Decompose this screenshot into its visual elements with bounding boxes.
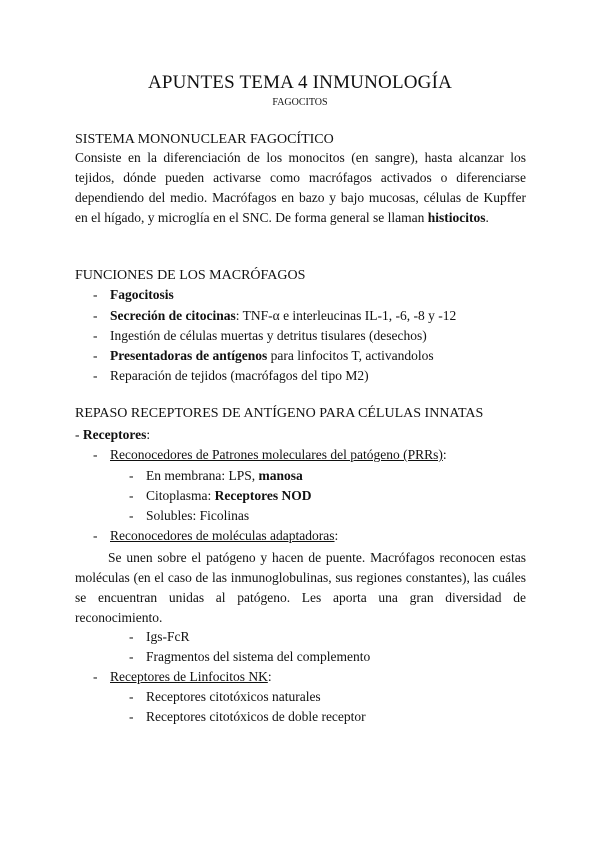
list-item-text: : TNF-α e interleucinas IL-1, -6, -8 y -12 — [235, 308, 457, 323]
bullet-dash: - — [93, 348, 98, 363]
bullet-dash: - — [129, 508, 134, 523]
bullet-dash: - — [129, 649, 134, 664]
list-item-text: para linfocitos T, activandolos — [267, 348, 434, 363]
bullet-dash: - — [93, 669, 98, 684]
list-item: Receptores citotóxicos naturales — [146, 689, 321, 704]
list-item-text: Reparación de tejidos (macrófagos del tipo M2) — [110, 368, 369, 383]
adapt-label: Reconocedores de moléculas adaptadoras — [110, 528, 335, 543]
list-item — [110, 368, 369, 384]
adapt-end: : — [334, 528, 339, 543]
nk-end: : — [267, 669, 272, 684]
list-item-bold: manosa — [258, 468, 303, 483]
page-title: APUNTES TEMA 4 INMUNOLOGÍA — [147, 72, 453, 93]
bullet-dash: - — [93, 368, 98, 383]
list-item-bold: Fagocitosis — [110, 287, 174, 302]
receptores-end: : — [146, 427, 151, 442]
prr-end: : — [442, 447, 447, 462]
bullet-dash: - — [129, 709, 134, 724]
paragraph-adaptadoras: Se unen sobre el patógeno y hacen de puente. Macrófagos reconocen estas moléculas (en el caso de las inmunoglobulinas, sus regiones constantes), las cuáles se encuentran unidas al patógeno. Les aporta una gran diversidad de reconocimiento. — [75, 550, 526, 625]
section-heading-repaso: REPASO RECEPTORES DE ANTÍGENO PARA CÉLULAS INNATAS — [75, 406, 484, 421]
list-item-bold: Receptores NOD — [214, 488, 312, 503]
adapt-heading — [110, 528, 338, 544]
bullet-dash: - — [93, 328, 98, 343]
paragraph-end: . — [485, 210, 489, 225]
bullet-dash: - — [93, 447, 98, 462]
list-item — [110, 328, 427, 344]
nk-heading — [110, 669, 272, 685]
bullet-dash: - — [129, 629, 134, 644]
list-item-bold: Secreción de citocinas — [110, 308, 236, 323]
bullet-dash: - — [129, 468, 134, 483]
bullet-dash: - — [93, 287, 98, 302]
paragraph-text: Consiste en la diferenciación de los monocitos (en sangre), hasta alcanzar los tejidos, dónde pueden activarse como macrófagos activados o diferenciarse dependiendo del medio. Macrófagos en bazo y bajo mucosas, células de Kupffer en el hígado, y microglía en el SNC. De forma general se llaman — [75, 150, 526, 225]
page-subtitle: FAGOCITOS — [272, 97, 328, 108]
bullet-dash: - — [129, 488, 134, 503]
bullet-dash: - — [93, 528, 98, 543]
section-heading-funciones: FUNCIONES DE LOS MACRÓFAGOS — [75, 268, 306, 283]
list-item: Receptores citotóxicos de doble receptor — [146, 709, 366, 724]
list-item — [110, 287, 174, 303]
list-item: Igs-FcR — [146, 629, 190, 644]
list-item — [110, 348, 434, 364]
section-heading-mononuclear: SISTEMA MONONUCLEAR FAGOCÍTICO — [75, 132, 334, 147]
prr-label: Reconocedores de Patrones moleculares del patógeno (PRRs) — [110, 447, 443, 462]
list-item-text: En membrana: LPS, — [146, 468, 259, 483]
list-item-bold: Presentadoras de antígenos — [110, 348, 268, 363]
paragraph-mononuclear — [75, 148, 526, 228]
list-item: Fragmentos del sistema del complemento — [146, 649, 371, 664]
receptores-prefix: - — [75, 427, 83, 442]
bullet-dash: - — [93, 308, 98, 323]
list-item — [146, 468, 303, 484]
list-item-text: Citoplasma: — [146, 488, 215, 503]
receptores-bold: Receptores — [82, 427, 147, 442]
list-item-text: Ingestión de células muertas y detritus tisulares (desechos) — [110, 328, 427, 343]
list-item — [146, 488, 311, 504]
list-item-text: Solubles: Ficolinas — [146, 508, 250, 523]
nk-label: Receptores de Linfocitos NK — [110, 669, 268, 684]
list-item — [146, 508, 249, 524]
prr-heading — [110, 447, 447, 463]
bold-term-histiocitos: histiocitos — [427, 210, 486, 225]
list-item — [110, 308, 456, 324]
receptores-label — [75, 427, 150, 443]
bullet-dash: - — [129, 689, 134, 704]
